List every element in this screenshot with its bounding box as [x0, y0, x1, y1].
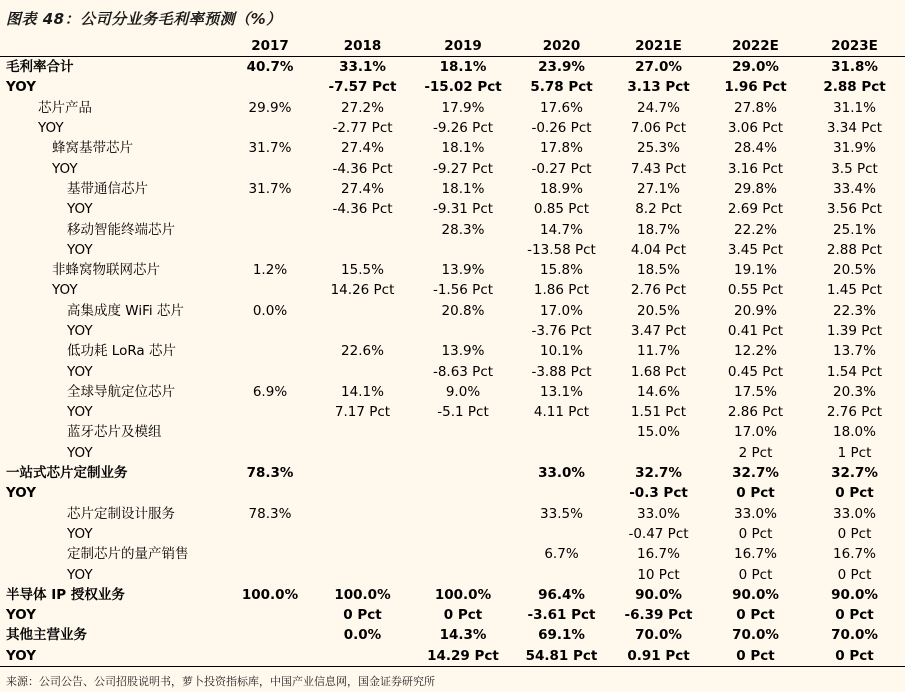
value-cell: 33.1% [339, 59, 386, 76]
value-cell [312, 504, 413, 524]
header-cell-2019: 2019 [413, 35, 513, 57]
value-cell [228, 625, 312, 645]
value-cell: 25.3% [637, 140, 680, 157]
table-row [0, 483, 905, 503]
value-cell [413, 422, 513, 442]
value-cell: -0.47 Pct [628, 525, 689, 542]
row-label: 非蜂窝物联网芯片 [52, 262, 160, 279]
value-cell: 20.9% [734, 302, 777, 319]
value-cell: 0 Pct [837, 566, 872, 583]
value-cell [312, 443, 413, 463]
row-label: YOY [52, 282, 78, 299]
value-cell: 0 Pct [736, 607, 775, 624]
value-cell [228, 341, 312, 361]
value-cell: 17.0% [734, 424, 777, 441]
value-cell: 2.76 Pct [630, 282, 687, 299]
value-cell [228, 199, 312, 219]
value-cell: 33.4% [833, 180, 876, 197]
row-label: YOY [38, 120, 64, 137]
value-cell: 18.1% [439, 59, 487, 76]
value-cell: 15.8% [540, 262, 583, 279]
value-cell [228, 564, 312, 584]
value-cell: -0.26 Pct [531, 120, 592, 137]
value-cell: 20.5% [637, 302, 680, 319]
value-cell [513, 422, 610, 442]
value-cell: 12.2% [734, 343, 777, 360]
value-cell: 2.76 Pct [826, 404, 883, 421]
table-row [0, 504, 905, 524]
value-cell: 29.8% [734, 180, 777, 197]
value-cell [413, 544, 513, 564]
value-cell [228, 646, 312, 667]
row-label: 移动智能终端芯片 [67, 221, 175, 238]
value-cell: 18.1% [441, 180, 485, 197]
row-label: YOY [67, 323, 93, 339]
value-cell: 20.5% [833, 262, 876, 279]
value-cell: 0 Pct [707, 646, 804, 667]
value-cell: -13.58 Pct [527, 241, 596, 258]
value-cell: 0.91 Pct [610, 646, 707, 667]
value-cell: 16.7% [734, 546, 777, 563]
value-cell [413, 564, 513, 584]
table-header-row [0, 35, 905, 57]
table-row [0, 402, 905, 422]
value-cell: -6.39 Pct [624, 607, 693, 624]
table-row [0, 625, 905, 645]
header-cell-2018: 2018 [312, 35, 413, 57]
value-cell: 1.45 Pct [826, 282, 883, 299]
value-cell: 7.43 Pct [630, 160, 687, 177]
table-row [0, 240, 905, 260]
value-cell: 14.3% [439, 627, 487, 644]
value-cell: 27.1% [637, 180, 680, 197]
table-row [0, 118, 905, 138]
value-cell: 17.9% [441, 99, 485, 116]
table-row [0, 219, 905, 239]
figure-title: 图表 48：公司分业务毛利率预测（%） [6, 10, 282, 28]
row-label: YOY [67, 525, 93, 542]
value-cell [413, 524, 513, 544]
value-cell: 7.17 Pct [334, 404, 391, 421]
value-cell: 17.8% [540, 140, 583, 157]
row-label: YOY [0, 646, 228, 667]
row-label: 其他主营业务 [6, 627, 87, 644]
row-label: 定制芯片的量产销售 [67, 546, 189, 563]
row-label: YOY [67, 363, 93, 380]
value-cell: 0 Pct [738, 525, 773, 542]
value-cell: 28.4% [734, 140, 777, 157]
source-note: 来源：公司公告、公司招股说明书，萝卜投资指标库，中国产业信息网，国金证券研究所 [6, 675, 435, 688]
table-row [0, 158, 905, 178]
value-cell [228, 118, 312, 138]
table-row [0, 280, 905, 300]
value-cell: 28.3% [441, 221, 485, 238]
value-cell: 7.06 Pct [630, 120, 687, 137]
table-row [0, 422, 905, 442]
value-cell: 29.9% [248, 99, 292, 116]
row-label: 高集成度 WiFi 芯片 [67, 302, 184, 319]
value-cell: 27.4% [341, 180, 384, 197]
row-label: YOY [6, 79, 37, 96]
value-cell: 31.7% [248, 180, 292, 197]
value-cell [312, 524, 413, 544]
header-cell-2021e: 2021E [610, 35, 707, 57]
value-cell: -0.27 Pct [531, 160, 592, 177]
value-cell: 1.51 Pct [630, 404, 687, 421]
value-cell [228, 280, 312, 300]
value-cell: 16.7% [637, 546, 680, 563]
value-cell: 17.6% [540, 99, 583, 116]
value-cell: 24.7% [637, 99, 680, 116]
row-label: 一站式芯片定制业务 [6, 465, 128, 482]
value-cell [228, 158, 312, 178]
value-cell: 19.1% [734, 262, 777, 279]
value-cell: 20.3% [833, 383, 876, 400]
value-cell: 78.3% [246, 465, 294, 482]
value-cell: 32.7% [732, 465, 779, 482]
value-cell: 0 Pct [343, 607, 382, 624]
value-cell: 16.7% [833, 546, 876, 563]
row-label: 低功耗 LoRa 芯片 [67, 343, 176, 360]
value-cell: 3.13 Pct [627, 79, 690, 96]
value-cell: 1.39 Pct [826, 323, 883, 339]
value-cell: 0 Pct [736, 485, 775, 502]
value-cell [228, 605, 312, 625]
value-cell [413, 240, 513, 260]
table-row [0, 564, 905, 584]
value-cell: 6.9% [252, 383, 288, 400]
value-cell [228, 240, 312, 260]
value-cell: 22.2% [734, 221, 777, 238]
value-cell: 6.7% [544, 546, 579, 563]
value-cell: 0.85 Pct [533, 201, 590, 218]
value-cell: 15.5% [341, 262, 384, 279]
value-cell [228, 402, 312, 422]
value-cell: 27.0% [635, 59, 682, 76]
value-cell: 70.0% [732, 627, 779, 644]
value-cell: 3.45 Pct [727, 241, 784, 258]
row-label: 全球导航定位芯片 [67, 383, 175, 400]
value-cell: -3.88 Pct [531, 363, 592, 380]
value-cell: 18.7% [637, 221, 680, 238]
value-cell: 0 Pct [837, 525, 872, 542]
row-label: YOY [67, 404, 93, 421]
table-row [0, 57, 905, 78]
value-cell: 13.9% [441, 262, 485, 279]
value-cell [513, 564, 610, 584]
value-cell: 27.2% [341, 99, 384, 116]
value-cell: 40.7% [246, 59, 294, 76]
value-cell: 3.34 Pct [826, 120, 883, 137]
value-cell [312, 463, 413, 483]
value-cell: 69.1% [538, 627, 585, 644]
value-cell: 1.86 Pct [533, 282, 590, 299]
value-cell: 27.4% [341, 140, 384, 157]
value-cell: -9.27 Pct [432, 160, 494, 177]
value-cell: -0.3 Pct [629, 485, 688, 502]
value-cell [228, 219, 312, 239]
value-cell [312, 321, 413, 341]
value-cell: 14.26 Pct [330, 282, 395, 299]
value-cell: 2.86 Pct [727, 404, 784, 421]
value-cell: 29.0% [732, 59, 779, 76]
value-cell: 13.1% [540, 383, 583, 400]
value-cell: 17.0% [540, 302, 583, 319]
value-cell: 0 Pct [443, 607, 483, 624]
value-cell [228, 422, 312, 442]
value-cell: 70.0% [831, 627, 878, 644]
value-cell: 90.0% [732, 586, 779, 603]
table-body [0, 57, 905, 667]
value-cell: 11.7% [637, 343, 680, 360]
table-row [0, 199, 905, 219]
value-cell: 90.0% [831, 586, 878, 603]
value-cell: 0 Pct [738, 566, 773, 583]
row-label: 半导体 IP 授权业务 [6, 586, 125, 603]
value-cell: 32.7% [635, 465, 682, 482]
value-cell: 90.0% [635, 586, 682, 603]
header-cell-2023e: 2023E [804, 35, 905, 57]
value-cell: 0.45 Pct [727, 363, 784, 380]
value-cell: -5.1 Pct [437, 404, 489, 421]
value-cell: 54.81 Pct [513, 646, 610, 667]
value-cell: 14.29 Pct [413, 646, 513, 667]
table-row [0, 98, 905, 118]
value-cell: 18.9% [540, 180, 583, 197]
value-cell: 3.06 Pct [727, 120, 784, 137]
value-cell [413, 504, 513, 524]
value-cell: 96.4% [538, 586, 585, 603]
value-cell: 17.5% [734, 383, 777, 400]
value-cell [312, 544, 413, 564]
value-cell: 20.8% [441, 302, 485, 319]
value-cell: -4.36 Pct [332, 160, 393, 177]
header-cell-label [0, 35, 228, 57]
row-label: YOY [6, 485, 37, 502]
row-label: 芯片定制设计服务 [67, 505, 175, 522]
row-label: 毛利率合计 [6, 59, 74, 76]
value-cell: -3.61 Pct [527, 607, 596, 624]
value-cell: 1.2% [252, 262, 288, 279]
value-cell [228, 77, 312, 97]
value-cell: -15.02 Pct [424, 79, 502, 96]
header-cell-2022e: 2022E [707, 35, 804, 57]
value-cell: 2.69 Pct [727, 201, 784, 218]
value-cell: 3.16 Pct [727, 160, 784, 177]
value-cell: 0.0% [252, 302, 288, 319]
value-cell: 3.47 Pct [630, 323, 687, 339]
value-cell: 1.68 Pct [630, 363, 687, 380]
value-cell: 18.0% [833, 424, 876, 441]
table-row [0, 443, 905, 463]
value-cell: 4.04 Pct [630, 241, 687, 258]
value-cell: 18.5% [637, 262, 680, 279]
value-cell: 0 Pct [835, 485, 874, 502]
value-cell: 0.55 Pct [727, 282, 784, 299]
value-cell: 2.88 Pct [823, 79, 886, 96]
value-cell [228, 321, 312, 341]
value-cell: 3.56 Pct [826, 201, 883, 218]
value-cell: 14.7% [540, 221, 583, 238]
value-cell: 22.3% [833, 302, 876, 319]
value-cell: 33.5% [540, 505, 583, 522]
value-cell [312, 240, 413, 260]
value-cell: 31.7% [248, 140, 292, 157]
table-row [0, 646, 905, 667]
value-cell [312, 361, 413, 381]
row-label: 蜂窝基带芯片 [52, 140, 133, 157]
value-cell: 2 Pct [738, 444, 773, 461]
value-cell: 22.6% [341, 343, 384, 360]
table-row [0, 77, 905, 97]
row-label: YOY [67, 201, 93, 218]
value-cell: 31.8% [831, 59, 878, 76]
row-label: YOY [67, 241, 93, 258]
value-cell: -1.56 Pct [432, 282, 494, 299]
value-cell [312, 483, 413, 503]
value-cell [312, 301, 413, 321]
value-cell: 13.7% [833, 343, 876, 360]
value-cell: 78.3% [248, 505, 292, 522]
row-label: 芯片产品 [38, 99, 92, 116]
table-row [0, 524, 905, 544]
value-cell: 27.8% [734, 99, 777, 116]
value-cell: 0.41 Pct [727, 323, 784, 339]
value-cell [228, 443, 312, 463]
row-label: 基带通信芯片 [67, 180, 148, 197]
value-cell [228, 361, 312, 381]
value-cell: 100.0% [434, 586, 492, 603]
value-cell [413, 463, 513, 483]
table-row [0, 361, 905, 381]
value-cell: 5.78 Pct [530, 79, 593, 96]
value-cell: -9.31 Pct [432, 201, 494, 218]
value-cell: 25.1% [833, 221, 876, 238]
value-cell: 32.7% [831, 465, 878, 482]
margin-forecast-table [0, 35, 905, 667]
value-cell [513, 483, 610, 503]
value-cell: 23.9% [538, 59, 585, 76]
value-cell: 33.0% [538, 465, 585, 482]
table-row [0, 179, 905, 199]
value-cell [413, 443, 513, 463]
table-row [0, 382, 905, 402]
table-row [0, 138, 905, 158]
value-cell [413, 321, 513, 341]
value-cell [413, 483, 513, 503]
value-cell: 33.0% [637, 505, 680, 522]
table-row [0, 301, 905, 321]
value-cell: -3.76 Pct [531, 323, 592, 339]
value-cell: 4.11 Pct [533, 404, 590, 421]
table-row [0, 585, 905, 605]
value-cell [312, 219, 413, 239]
value-cell: 31.9% [833, 140, 876, 157]
value-cell [610, 443, 707, 463]
value-cell: 14.1% [341, 383, 384, 400]
table-row [0, 463, 905, 483]
value-cell [312, 646, 413, 667]
table-row [0, 544, 905, 564]
value-cell: -4.36 Pct [332, 201, 393, 218]
value-cell: 10 Pct [637, 566, 680, 583]
value-cell: 0 Pct [835, 607, 874, 624]
value-cell: 9.0% [445, 383, 481, 400]
table-row [0, 341, 905, 361]
value-cell: -8.63 Pct [432, 363, 494, 380]
table-row [0, 605, 905, 625]
value-cell [228, 544, 312, 564]
value-cell: 15.0% [637, 424, 680, 441]
value-cell: 0.0% [343, 627, 382, 644]
header-cell-2017: 2017 [228, 35, 312, 57]
value-cell: 8.2 Pct [635, 201, 682, 218]
value-cell: 14.6% [637, 383, 680, 400]
value-cell: 13.9% [441, 343, 485, 360]
value-cell [312, 564, 413, 584]
table-row [0, 321, 905, 341]
value-cell: 2.88 Pct [826, 241, 883, 258]
value-cell: 1 Pct [837, 444, 872, 461]
value-cell: 100.0% [334, 586, 391, 603]
value-cell: 100.0% [241, 586, 299, 603]
value-cell: 0 Pct [804, 646, 905, 667]
value-cell: 70.0% [635, 627, 682, 644]
value-cell [312, 422, 413, 442]
value-cell [513, 524, 610, 544]
value-cell [228, 524, 312, 544]
header-cell-2020: 2020 [513, 35, 610, 57]
table-row [0, 260, 905, 280]
row-label: YOY [67, 444, 93, 461]
value-cell: -2.77 Pct [332, 120, 393, 137]
value-cell: -9.26 Pct [432, 120, 494, 137]
value-cell: 18.1% [441, 140, 485, 157]
row-label: 蓝牙芯片及模组 [67, 424, 162, 441]
value-cell: 1.96 Pct [724, 79, 787, 96]
value-cell: 1.54 Pct [826, 363, 883, 380]
value-cell: 3.5 Pct [831, 160, 878, 177]
row-label: YOY [52, 160, 78, 177]
value-cell [228, 483, 312, 503]
value-cell: -7.57 Pct [328, 79, 397, 96]
value-cell: 33.0% [734, 505, 777, 522]
row-label: YOY [67, 566, 93, 583]
value-cell: 31.1% [833, 99, 876, 116]
value-cell: 10.1% [540, 343, 583, 360]
value-cell [513, 443, 610, 463]
row-label: YOY [6, 607, 37, 624]
value-cell: 33.0% [833, 505, 876, 522]
